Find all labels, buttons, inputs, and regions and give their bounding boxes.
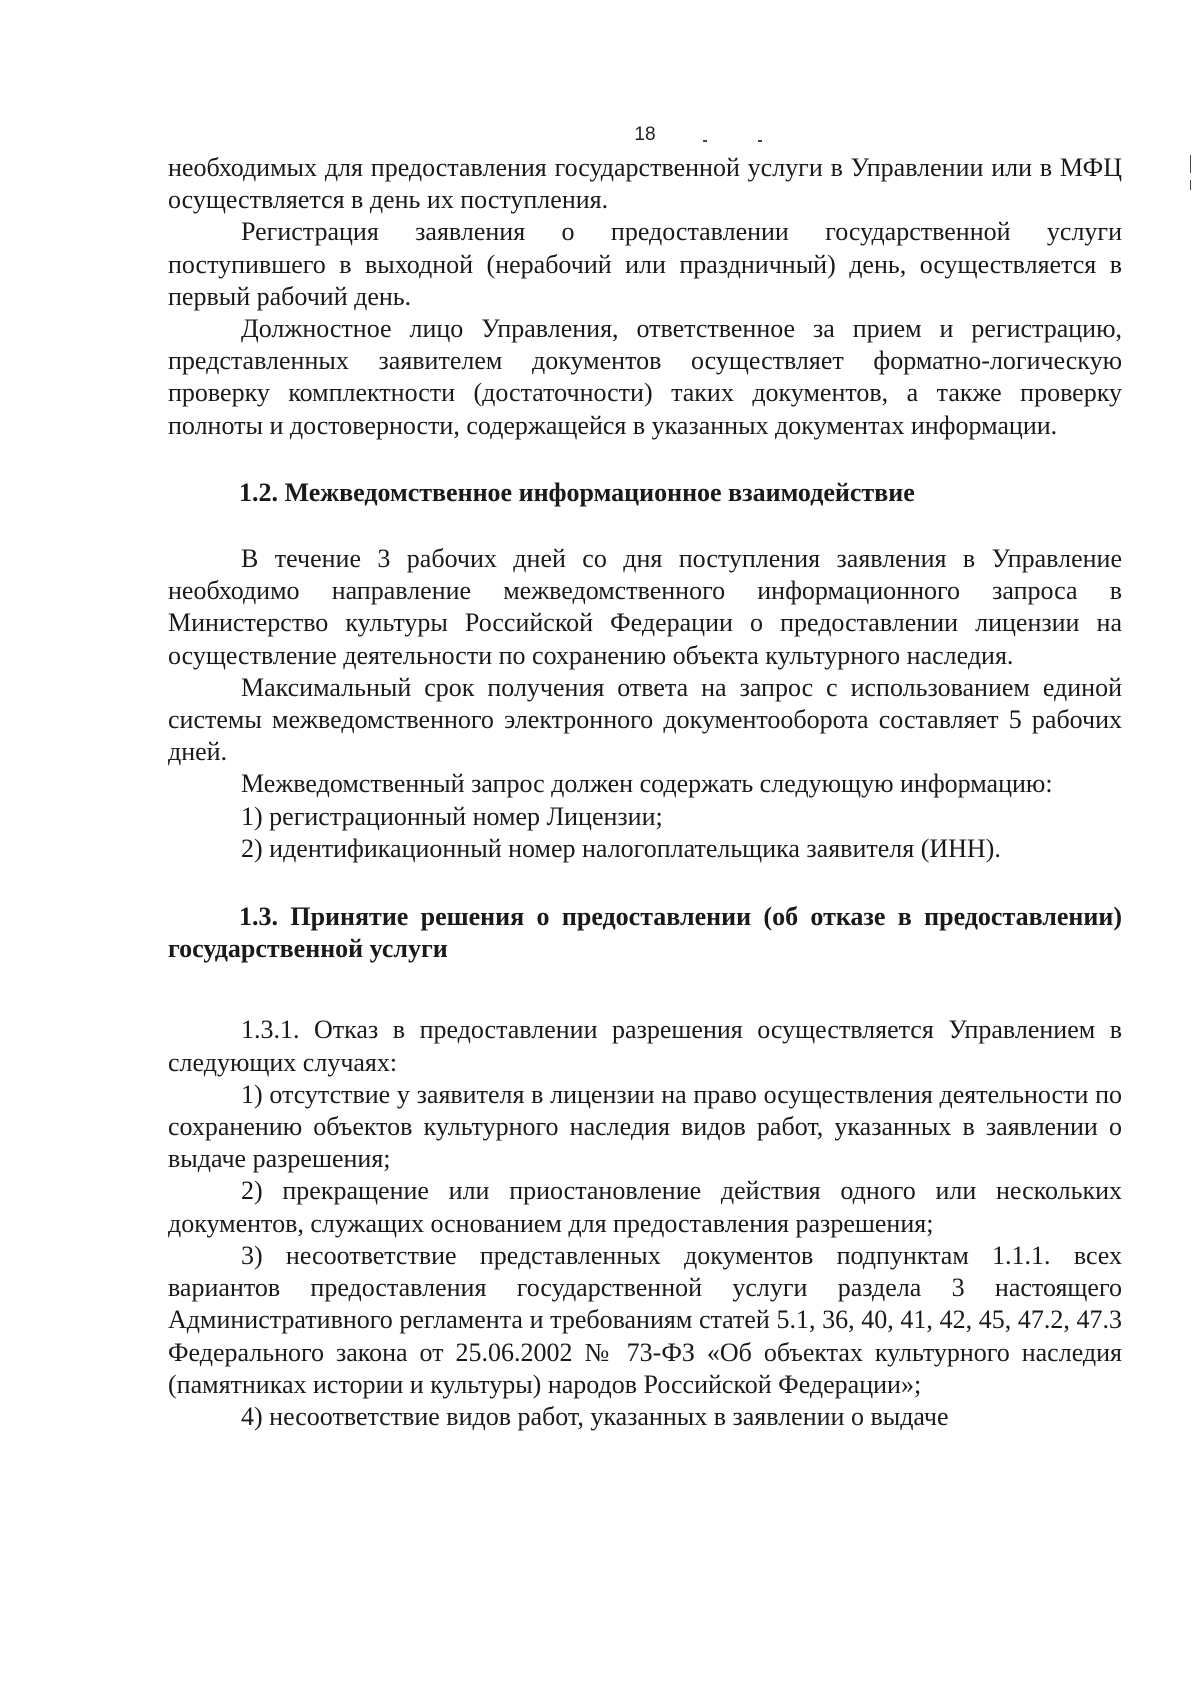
scan-mark [758, 140, 762, 142]
scan-mark [1190, 180, 1191, 190]
scan-mark [703, 140, 707, 142]
document-body [168, 152, 1122, 1433]
paragraph: Межведомственный запрос должен содержать следующую информацию: [241, 769, 1053, 799]
paragraph: Регистрация заявления о предоставлении государственной услуги поступившего в выходной (нерабочий или праздничный) день, осуществляется в первый рабочий день. [168, 217, 1122, 311]
list-item: 2) прекращение или приостановление действия одного или нескольких документов, служащих основанием для предоставления разрешения; [168, 1176, 1122, 1238]
paragraph: необходимых для предоставления государственной услуги в Управлении или в МФЦ осуществляется в день их поступления. [168, 153, 1122, 215]
page-number: 18 [634, 124, 656, 145]
section-heading: 1.2. Межведомственное информационное взаимодействие [239, 477, 915, 507]
paragraph: 1.3.1. Отказ в предоставлении разрешения осуществляется Управлением в следующих случаях: [168, 1015, 1122, 1077]
list-item: 4) несоответствие видов работ, указанных в заявлении о выдаче [241, 1401, 949, 1431]
list-item: 1) отсутствие у заявителя в лицензии на право осуществления деятельности по сохранению объектов культурного наследия видов работ, указанных в заявлении о выдаче разрешения; [168, 1079, 1122, 1174]
list-item: 2) идентификационный номер налогоплательщика заявителя (ИНН). [241, 833, 1001, 863]
paragraph: В течение 3 рабочих дней со дня поступления заявления в Управление необходимо направление межведомственного информационного запроса в Министерство культуры Российской Федерации о предоставлении лицензии на осуществление деятельности по сохранению объекта культурного наследия. [168, 544, 1122, 670]
list-item: 3) несоответствие представленных документов подпунктам 1.1.1. всех вариантов предоставления государственной услуги раздела 3 настоящего Административного регламента и требованиям статей 5.1, 36, 40, 41, 42, 45, 47.2, 47.3 Федерального закона от 25.06.2002 № 73-ФЗ «Об объектах культурного наследия (памятниках истории и культуры) народов Российской Федерации»; [168, 1240, 1122, 1399]
paragraph: Должностное лицо Управления, ответственное за прием и регистрацию, представленных заявителем документов осуществляет форматно-логическую проверку комплектности (достаточности) таких документов, а также проверку полноты и достоверности, содержащейся в указанных документах информации. [168, 314, 1122, 440]
paragraph: Максимальный срок получения ответа на запрос с использованием единой системы межведомственного электронного документооборота составляет 5 рабочих дней. [168, 672, 1122, 767]
scan-mark [1190, 155, 1191, 173]
list-item: 1) регистрационный номер Лицензии; [241, 801, 663, 831]
section-heading: 1.3. Принятие решения о предоставлении (об отказе в предоставлении) государственной услуги [168, 902, 1122, 964]
